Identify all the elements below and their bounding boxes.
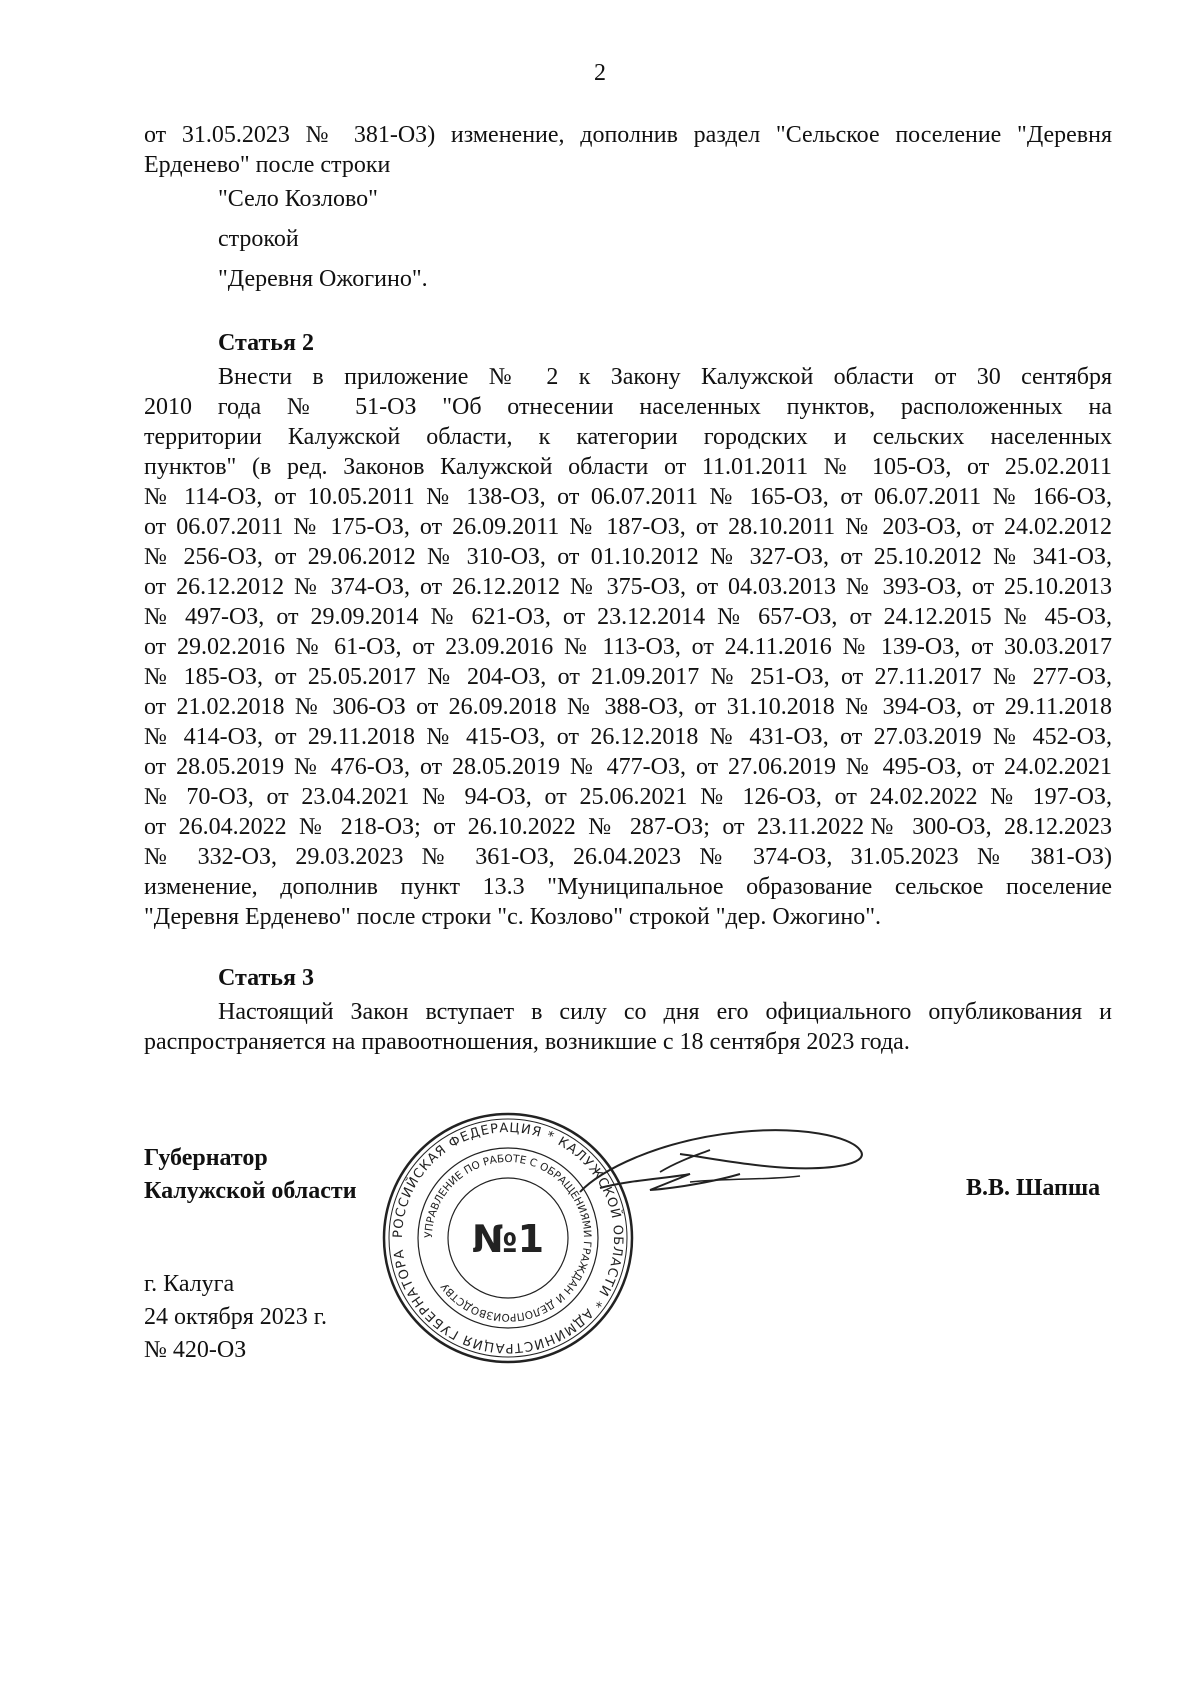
- quoted-new-line: "Деревня Ожогино".: [218, 266, 428, 292]
- article-3-body: [144, 997, 1112, 1057]
- page-number: 2: [594, 60, 606, 86]
- quoted-old-line: "Село Козлово": [218, 186, 378, 212]
- text-line: № 114-ОЗ, от 10.05.2011 № 138-ОЗ, от 06.07.2011 № 165-ОЗ, от 06.07.2011 № 166-ОЗ,: [144, 484, 1112, 510]
- text-line: от 21.02.2018 № 306-ОЗ от 26.09.2018 № 388-ОЗ, от 31.10.2018 № 394-ОЗ, от 29.11.2018: [144, 694, 1112, 720]
- article-3-heading: Статья 3: [218, 965, 314, 991]
- governor-title-line: Калужской области: [144, 1178, 357, 1204]
- text-line: № 185-ОЗ, от 25.05.2017 № 204-ОЗ, от 21.09.2017 № 251-ОЗ, от 27.11.2017 № 277-ОЗ,: [144, 664, 1112, 690]
- text-line: от 31.05.2023 № 381-ОЗ) изменение, дополнив раздел "Сельское поселение "Деревня: [144, 122, 1112, 148]
- law-date: 24 октября 2023 г.: [144, 1304, 327, 1330]
- law-number: № 420-ОЗ: [144, 1337, 247, 1363]
- text-line: от 29.02.2016 № 61-ОЗ, от 23.09.2016 № 113-ОЗ, от 24.11.2016 № 139-ОЗ, от 30.03.2017: [144, 634, 1112, 660]
- governor-name: В.В. Шапша: [966, 1175, 1101, 1201]
- text-line: от 26.12.2012 № 374-ОЗ, от 26.12.2012 № 375-ОЗ, от 04.03.2013 № 393-ОЗ, от 25.10.2013: [144, 574, 1112, 600]
- article-2-heading: Статья 2: [218, 330, 314, 356]
- text-line: № 70-ОЗ, от 23.04.2021 № 94-ОЗ, от 25.06.2021 № 126-ОЗ, от 24.02.2022 № 197-ОЗ,: [144, 784, 1112, 810]
- seal-outer-text: РОССИЙСКАЯ ФЕДЕРАЦИЯ * КАЛУЖСКОЙ ОБЛАСТИ * АДМИНИСТРАЦИЯ ГУБЕРНАТОРА: [390, 1120, 626, 1356]
- seal-inner-text: УПРАВЛЕНИЕ ПО РАБОТЕ С ОБРАЩЕНИЯМИ ГРАЖДАН И ДЕЛОПРОИЗВОДСТВУ: [422, 1152, 594, 1324]
- text-line: Настоящий Закон вступает в силу со дня его официального опубликования и: [218, 999, 1112, 1025]
- document-footer: [144, 1268, 327, 1367]
- text-line: от 28.05.2019 № 476-ОЗ, от 28.05.2019 № 477-ОЗ, от 27.06.2019 № 495-ОЗ, от 24.02.2021: [144, 754, 1112, 780]
- text-line: от 26.04.2022 № 218-ОЗ; от 26.10.2022 № 287-ОЗ; от 23.11.2022№ 300-ОЗ, 28.12.2023: [144, 814, 1112, 840]
- text-line: территории Калужской области, к категории городских и сельских населенных: [144, 424, 1112, 450]
- article-2-body: [144, 362, 1112, 932]
- text-line: № 414-ОЗ, от 29.11.2018 № 415-ОЗ, от 26.12.2018 № 431-ОЗ, от 27.03.2019 № 452-ОЗ,: [144, 724, 1112, 750]
- text-line: изменение, дополнив пункт 13.3 "Муниципальное образование сельское поселение: [144, 874, 1112, 900]
- text-line: Ерденево" после строки: [144, 152, 391, 178]
- connector-line: строкой: [218, 226, 299, 252]
- seal-number: №1: [471, 1217, 545, 1261]
- text-line: "Деревня Ерденево" после строки "с. Козлово" строкой "дер. Ожогино".: [144, 904, 882, 930]
- governor-title-line: Губернатор: [144, 1145, 268, 1171]
- text-line: № 256-ОЗ, от 29.06.2012 № 310-ОЗ, от 01.10.2012 № 327-ОЗ, от 25.10.2012 № 341-ОЗ,: [144, 544, 1112, 570]
- text-line: распространяется на правоотношения, возникшие с 18 сентября 2023 года.: [144, 1029, 910, 1055]
- text-line: от 06.07.2011 № 175-ОЗ, от 26.09.2011 № 187-ОЗ, от 28.10.2011 № 203-ОЗ, от 24.02.2012: [144, 514, 1112, 540]
- city: г. Калуга: [144, 1271, 235, 1297]
- governor-title: [144, 1142, 357, 1208]
- intro-paragraph: [144, 120, 1112, 180]
- text-line: № 497-ОЗ, от 29.09.2014 № 621-ОЗ, от 23.12.2014 № 657-ОЗ, от 24.12.2015 № 45-ОЗ,: [144, 604, 1112, 630]
- text-line: № 332-ОЗ, 29.03.2023 № 361-ОЗ, 26.04.2023 № 374-ОЗ, 31.05.2023 № 381-ОЗ): [144, 844, 1112, 870]
- text-line: Внести в приложение № 2 к Закону Калужской области от 30 сентября: [218, 364, 1112, 390]
- handwritten-signature: [540, 1110, 920, 1220]
- text-line: 2010 года № 51-ОЗ "Об отнесении населенных пунктов, расположенных на: [144, 394, 1112, 420]
- text-line: пунктов" (в ред. Законов Калужской области от 11.01.2011 № 105-ОЗ, от 25.02.2011: [144, 454, 1112, 480]
